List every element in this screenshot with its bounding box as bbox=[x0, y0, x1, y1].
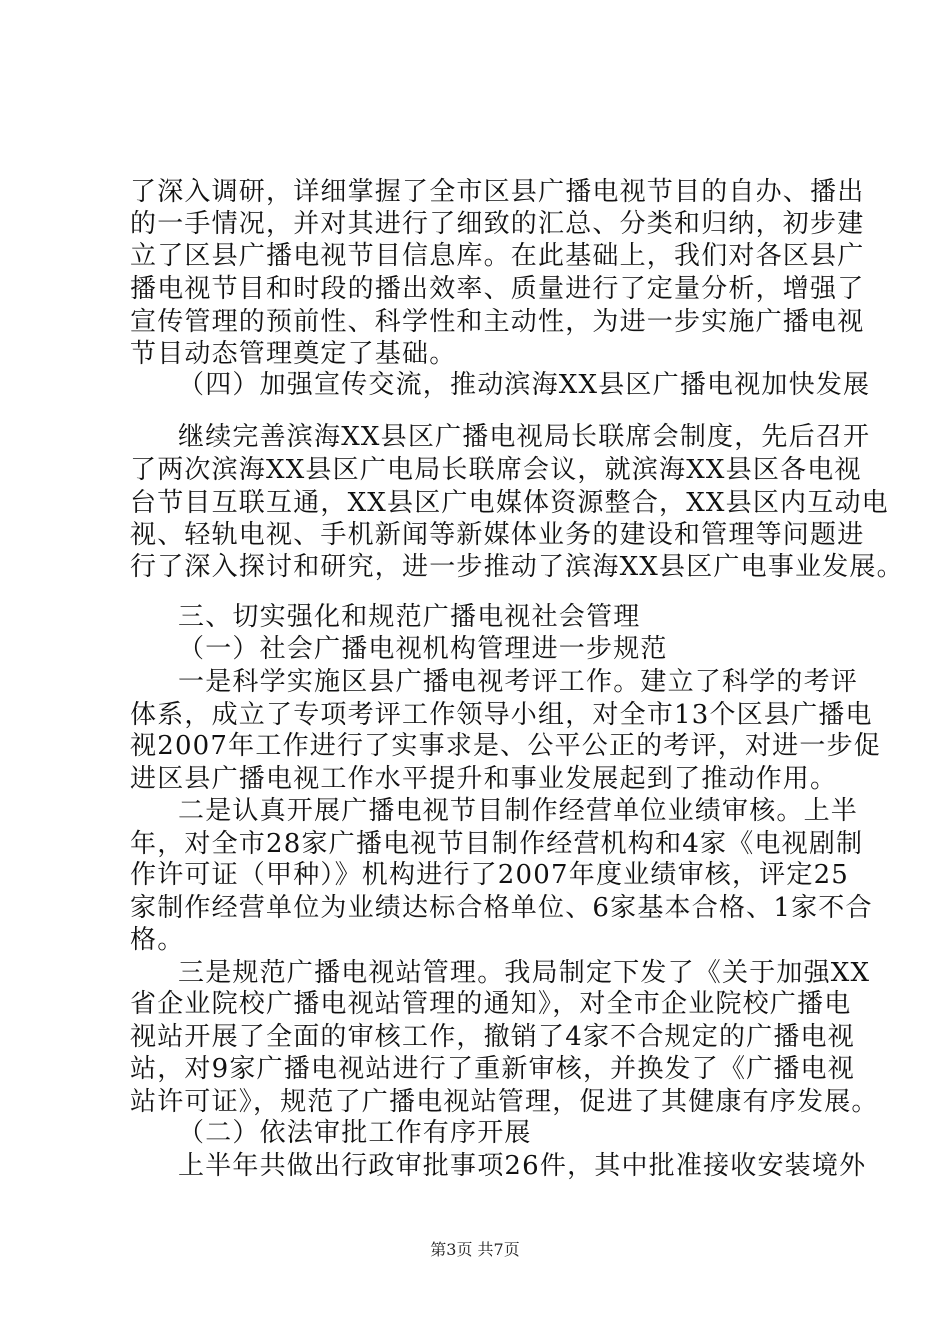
paragraph-line: 视2007年工作进行了实事求是、公平公正的考评，对进一步促 bbox=[130, 731, 881, 761]
paragraph-line: 台节目互联互通，XX县区广电媒体资源整合，XX县区内互动电 bbox=[130, 488, 889, 518]
page-number-footer: 第3页 共7页 bbox=[430, 1240, 520, 1259]
paragraph-line: 三是规范广播电视站管理。我局制定下发了《关于加强XX bbox=[178, 958, 871, 988]
section-heading: （二）依法审批工作有序开展 bbox=[178, 1118, 532, 1148]
paragraph-line: 宣传管理的预前性、科学性和主动性，为进一步实施广播电视 bbox=[130, 307, 865, 337]
paragraph-line: 的一手情况，并对其进行了细致的汇总、分类和归纳，初步建 bbox=[130, 209, 865, 239]
paragraph-line: 进区县广播电视工作水平提升和事业发展起到了推动作用。 bbox=[130, 764, 838, 794]
paragraph-line: 视站开展了全面的审核工作，撤销了4家不合规定的广播电视 bbox=[130, 1022, 855, 1052]
paragraph-line: 一是科学实施区县广播电视考评工作。建立了科学的考评 bbox=[178, 667, 859, 697]
section-heading: 三、切实强化和规范广播电视社会管理 bbox=[178, 602, 641, 632]
paragraph-line: 格。 bbox=[130, 925, 185, 955]
paragraph-line: 家制作经营单位为业绩达标合格单位、6家基本合格、1家不合 bbox=[130, 893, 873, 923]
paragraph-line: 省企业院校广播电视站管理的通知》，对全市企业院校广播电 bbox=[130, 989, 852, 1019]
paragraph-line: 了两次滨海XX县区广电局长联席会议，就滨海XX县区各电视 bbox=[130, 455, 862, 485]
paragraph-line: 行了深入探讨和研究，进一步推动了滨海XX县区广电事业发展。 bbox=[130, 552, 904, 582]
paragraph-line: 播电视节目和时段的播出效率、质量进行了定量分析，增强了 bbox=[130, 274, 865, 304]
paragraph-line: 作许可证（甲种）》机构进行了2007年度业绩审核，评定25 bbox=[130, 860, 850, 890]
paragraph-line: 年，对全市28家广播电视节目制作经营机构和4家《电视剧制 bbox=[130, 829, 864, 859]
paragraph-line: 继续完善滨海XX县区广播电视局长联席会制度，先后召开 bbox=[178, 422, 871, 452]
paragraph-line: 体系，成立了专项考评工作领导小组，对全市13个区县广播电 bbox=[130, 700, 873, 730]
paragraph-line: 站许可证》，规范了广播电视站管理，促进了其健康有序发展。 bbox=[130, 1087, 879, 1117]
paragraph-line: 立了区县广播电视节目信息库。在此基础上，我们对各区县广 bbox=[130, 241, 865, 271]
paragraph-line: 站，对9家广播电视站进行了重新审核，并换发了《广播电视 bbox=[130, 1054, 855, 1084]
paragraph-line: 节目动态管理奠定了基础。 bbox=[130, 339, 457, 369]
paragraph-line: 了深入调研，详细掌握了全市区县广播电视节目的自办、播出 bbox=[130, 177, 865, 207]
section-heading: （一）社会广播电视机构管理进一步规范 bbox=[178, 634, 668, 664]
paragraph-line: 上半年共做出行政审批事项26件，其中批准接收安装境外 bbox=[178, 1151, 867, 1181]
section-heading: （四）加强宣传交流，推动滨海XX县区广播电视加快发展 bbox=[178, 370, 871, 400]
paragraph-line: 二是认真开展广播电视节目制作经营单位业绩审核。上半 bbox=[178, 796, 859, 826]
paragraph-line: 视、轻轨电视、手机新闻等新媒体业务的建设和管理等问题进 bbox=[130, 520, 865, 550]
